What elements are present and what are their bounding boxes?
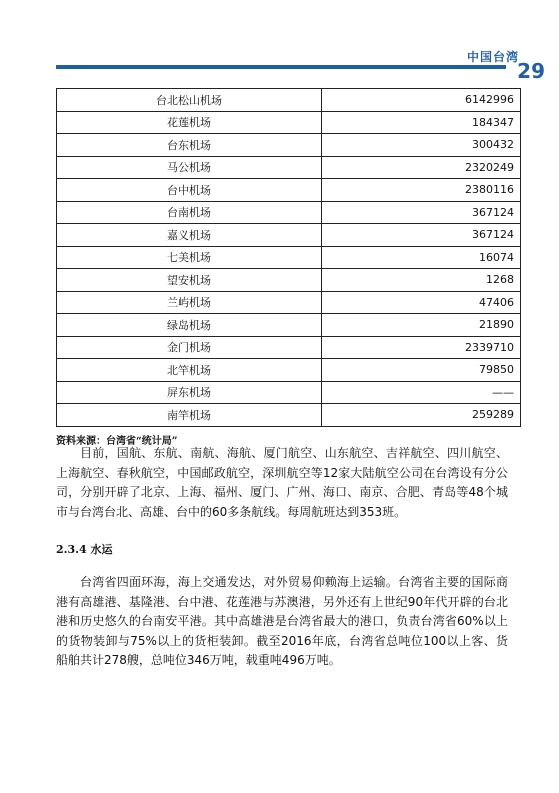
- table-row: [57, 314, 521, 337]
- airport-value-cell: 2380116: [322, 179, 521, 202]
- airport-name-cell: 台中机场: [57, 179, 322, 202]
- airport-name-cell: 兰屿机场: [57, 291, 322, 314]
- airport-value-cell: 300432: [322, 134, 521, 157]
- source-note: 资料来源：台湾省“统计局”: [56, 436, 178, 447]
- airport-value-cell: 1268: [322, 269, 521, 292]
- airport-name-cell: 嘉义机场: [57, 224, 322, 247]
- airport-traffic-table: [56, 88, 521, 427]
- table-row: [57, 359, 521, 382]
- airport-name-cell: 马公机场: [57, 156, 322, 179]
- header-rule: [56, 65, 506, 69]
- section-heading: 2.3.4 水运: [56, 543, 113, 556]
- table-row: [57, 246, 521, 269]
- airport-value-cell: 367124: [322, 201, 521, 224]
- airport-name-cell: 花莲机场: [57, 111, 322, 134]
- table-row: [57, 269, 521, 292]
- airport-value-cell: 79850: [322, 359, 521, 382]
- table-row: [57, 201, 521, 224]
- airport-value-cell: 367124: [322, 224, 521, 247]
- airport-value-cell: ——: [322, 381, 521, 404]
- table-row: [57, 134, 521, 157]
- paragraph-airlines: 目前，国航、东航、南航、海航、厦门航空、山东航空、吉祥航空、四川航空、上海航空、春秋航空，中国邮政航空，深圳航空等12家大陆航空公司在台湾设有分公司，分别开辟了北京、上海、福州、厦门、广州、海口、南京、合肥、青岛等48个城市与台湾台北、高雄、台中的60多条航线。每周航班达到353班。: [56, 446, 508, 519]
- airport-value-cell: 21890: [322, 314, 521, 337]
- header-label: 中国台湾: [466, 50, 519, 64]
- table-row: [57, 404, 521, 427]
- table-row: [57, 111, 521, 134]
- page-number: 29: [517, 59, 545, 83]
- airport-name-cell: 台东机场: [57, 134, 322, 157]
- airport-name-cell: 绿岛机场: [57, 314, 322, 337]
- airport-name-cell: 七美机场: [57, 246, 322, 269]
- table-row: [57, 381, 521, 404]
- airport-value-cell: 47406: [322, 291, 521, 314]
- airport-value-cell: 2320249: [322, 156, 521, 179]
- paragraph-shipping: 台湾省四面环海，海上交通发达，对外贸易仰赖海上运输。台湾省主要的国际商港有高雄港、基隆港、台中港、花莲港与苏澳港，另外还有上世纪90年代开辟的台北港和历史悠久的台南安平港。其中高雄港是台湾省最大的港口，负责台湾省60%以上的货物装卸与75%以上的货柜装卸。截至2016年底，台湾省总吨位100以上客、货船舶共计278艘，总吨位346万吨，载重吨496万吨。: [56, 575, 508, 668]
- table-row: [57, 89, 521, 112]
- airport-name-cell: 南竿机场: [57, 404, 322, 427]
- table-row: [57, 224, 521, 247]
- airport-value-cell: 259289: [322, 404, 521, 427]
- airport-name-cell: 台南机场: [57, 201, 322, 224]
- airport-name-cell: 屏东机场: [57, 381, 322, 404]
- airport-name-cell: 望安机场: [57, 269, 322, 292]
- airport-name-cell: 北竿机场: [57, 359, 322, 382]
- airport-value-cell: 16074: [322, 246, 521, 269]
- airport-value-cell: 184347: [322, 111, 521, 134]
- table-row: [57, 291, 521, 314]
- airport-value-cell: 2339710: [322, 336, 521, 359]
- airport-name-cell: 台北松山机场: [57, 89, 322, 112]
- table-row: [57, 179, 521, 202]
- airport-value-cell: 6142996: [322, 89, 521, 112]
- airport-name-cell: 金门机场: [57, 336, 322, 359]
- table-row: [57, 156, 521, 179]
- table-row: [57, 336, 521, 359]
